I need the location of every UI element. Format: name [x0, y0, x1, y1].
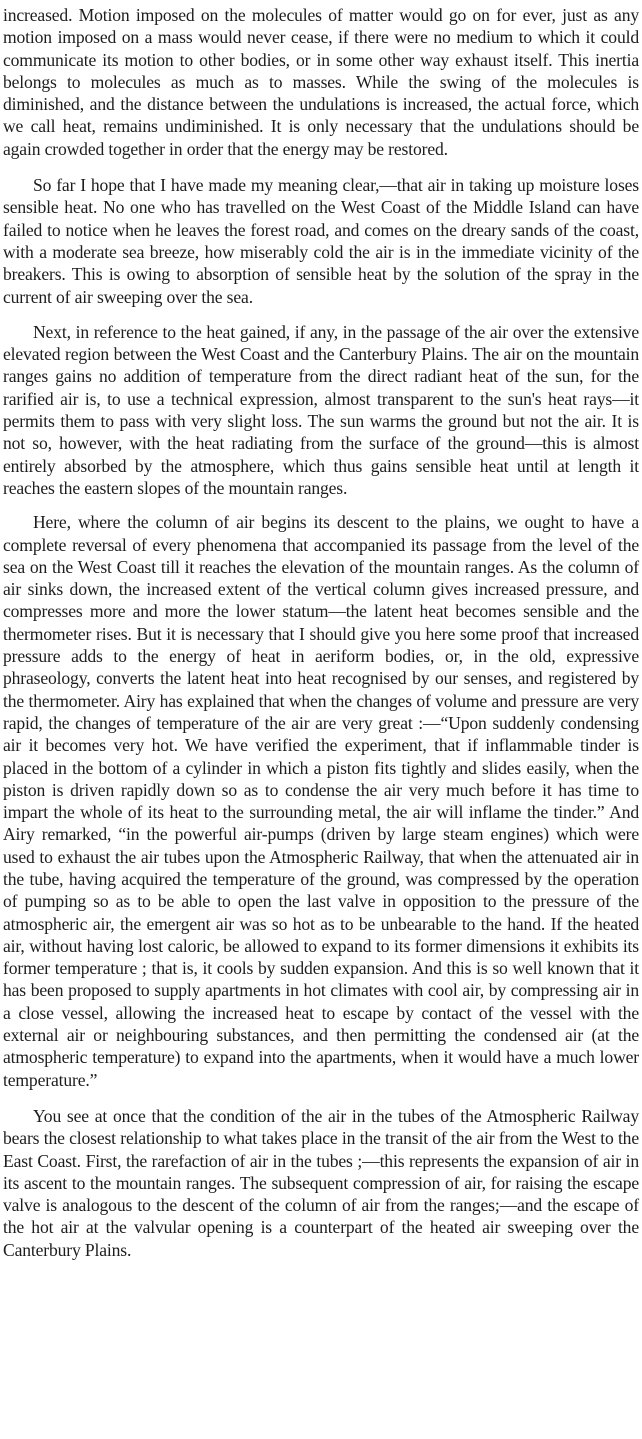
- paragraph-motion-inertia: increased. Motion imposed on the molecules of matter would go on for ever, just as any motion imposed on a mass would never cease, if there were no medium to which it could communicate its motion to other bodies, or in some other way exhaust itself. This inertia belongs to molecules as much as to masses. While the swing of the molecules is diminished, and the distance between the undulations is increased, the actual force, which we call heat, remains undiminished. It is only necessary that the undulations should be again crowded together in order that the energy may be restored.: [3, 5, 639, 159]
- paragraph-air-descent: Here, where the column of air begins its descent to the plains, we ought to have a complete reversal of every phenomena that accompanied its passage from the level of the sea on the West Coast till it reaches the elevation of the mountain ranges. As the column of air sinks down, the increased extent of the vertical column gives increased pressure, and compresses more and more the lower statum—the latent heat becomes sensible and the thermometer rises. But it is necessary that I should give you here some proof that increased pressure adds to the energy of heat in aeriform bodies, or, in the old, expressive phraseology, converts the latent heat into heat recognised by our senses, and registered by the thermometer. Airy has explained that when the changes of volume and pressure are very rapid, the changes of temperature of the air are very great :—“Upon suddenly condensing air it becomes very hot. We have verified the experiment, that if inflammable tinder is placed in the bottom of a cylinder in which a piston fits tightly and slides easily, when the piston is driven rapidly down so as to condense the air very much before it has time to impart the whole of its heat to the surrounding metal, the air will inflame the tinder.” And Airy remarked, “in the powerful air-pumps (driven by large steam engines) which were used to exhaust the air tubes upon the Atmospheric Railway, that when the attenuated air in the tube, having acquired the temperature of the ground, was compressed by the operation of pumping so as to be able to open the last valve in opposition to the pressure of the atmospheric air, the emergent air was so hot as to be unbearable to the hand. If the heated air, without having lost caloric, be allowed to expand to its former dimensions it exhibits its former temperature ; that is, it cools by sudden expansion. And this is so well known that it has been proposed to supply apartments in hot climates with cool air, by compressing air in a close vessel, allowing the increased heat to escape by contact of the vessel with the external air or neighbouring substances, and then permitting the condensed air (at the atmospheric temperature) to expand into the apartments, when it would have a much lower temperature.”: [3, 512, 639, 1090]
- paragraph-atmospheric-railway: You see at once that the condition of the air in the tubes of the Atmospheric Railway bears the closest relationship to what takes place in the transit of the air from the West to the East Coast. First, the rarefaction of air in the tubes ;—this represents the expansion of air in its ascent to the mountain ranges. The subsequent compression of air, for raising the escape valve is analogous to the descent of the column of air from the ranges;—and the escape of the hot air at the valvular opening is a counterpart of the heated air sweeping over the Canterbury Plains.: [3, 1105, 639, 1260]
- paragraph-air-moisture: So far I hope that I have made my meaning clear,—that air in taking up moisture loses sensible heat. No one who has travelled on the West Coast of the Middle Island can have failed to notice when he leaves the forest road, and comes on the dreary sands of the coast, with a moderate sea breeze, how miserably cold the air is in the immediate vicinity of the breakers. This is owing to absorption of sensible heat by the solution of the spray in the current of air sweeping over the sea.: [3, 175, 639, 307]
- paragraph-heat-gained: Next, in reference to the heat gained, if any, in the passage of the air over the extensive elevated region between the West Coast and the Canterbury Plains. The air on the mountain ranges gains no addition of temperature from the direct radiant heat of the sun, for the rarified air is, to use a technical expression, almost transparent to the sun's heat rays—it permits them to pass with very slight loss. The sun warms the ground but not the air. It is not so, however, with the heat radiating from the surface of the ground—this is almost entirely absorbed by the atmosphere, which thus gains sensible heat until at length it reaches the eastern slopes of the mountain ranges.: [3, 321, 639, 498]
